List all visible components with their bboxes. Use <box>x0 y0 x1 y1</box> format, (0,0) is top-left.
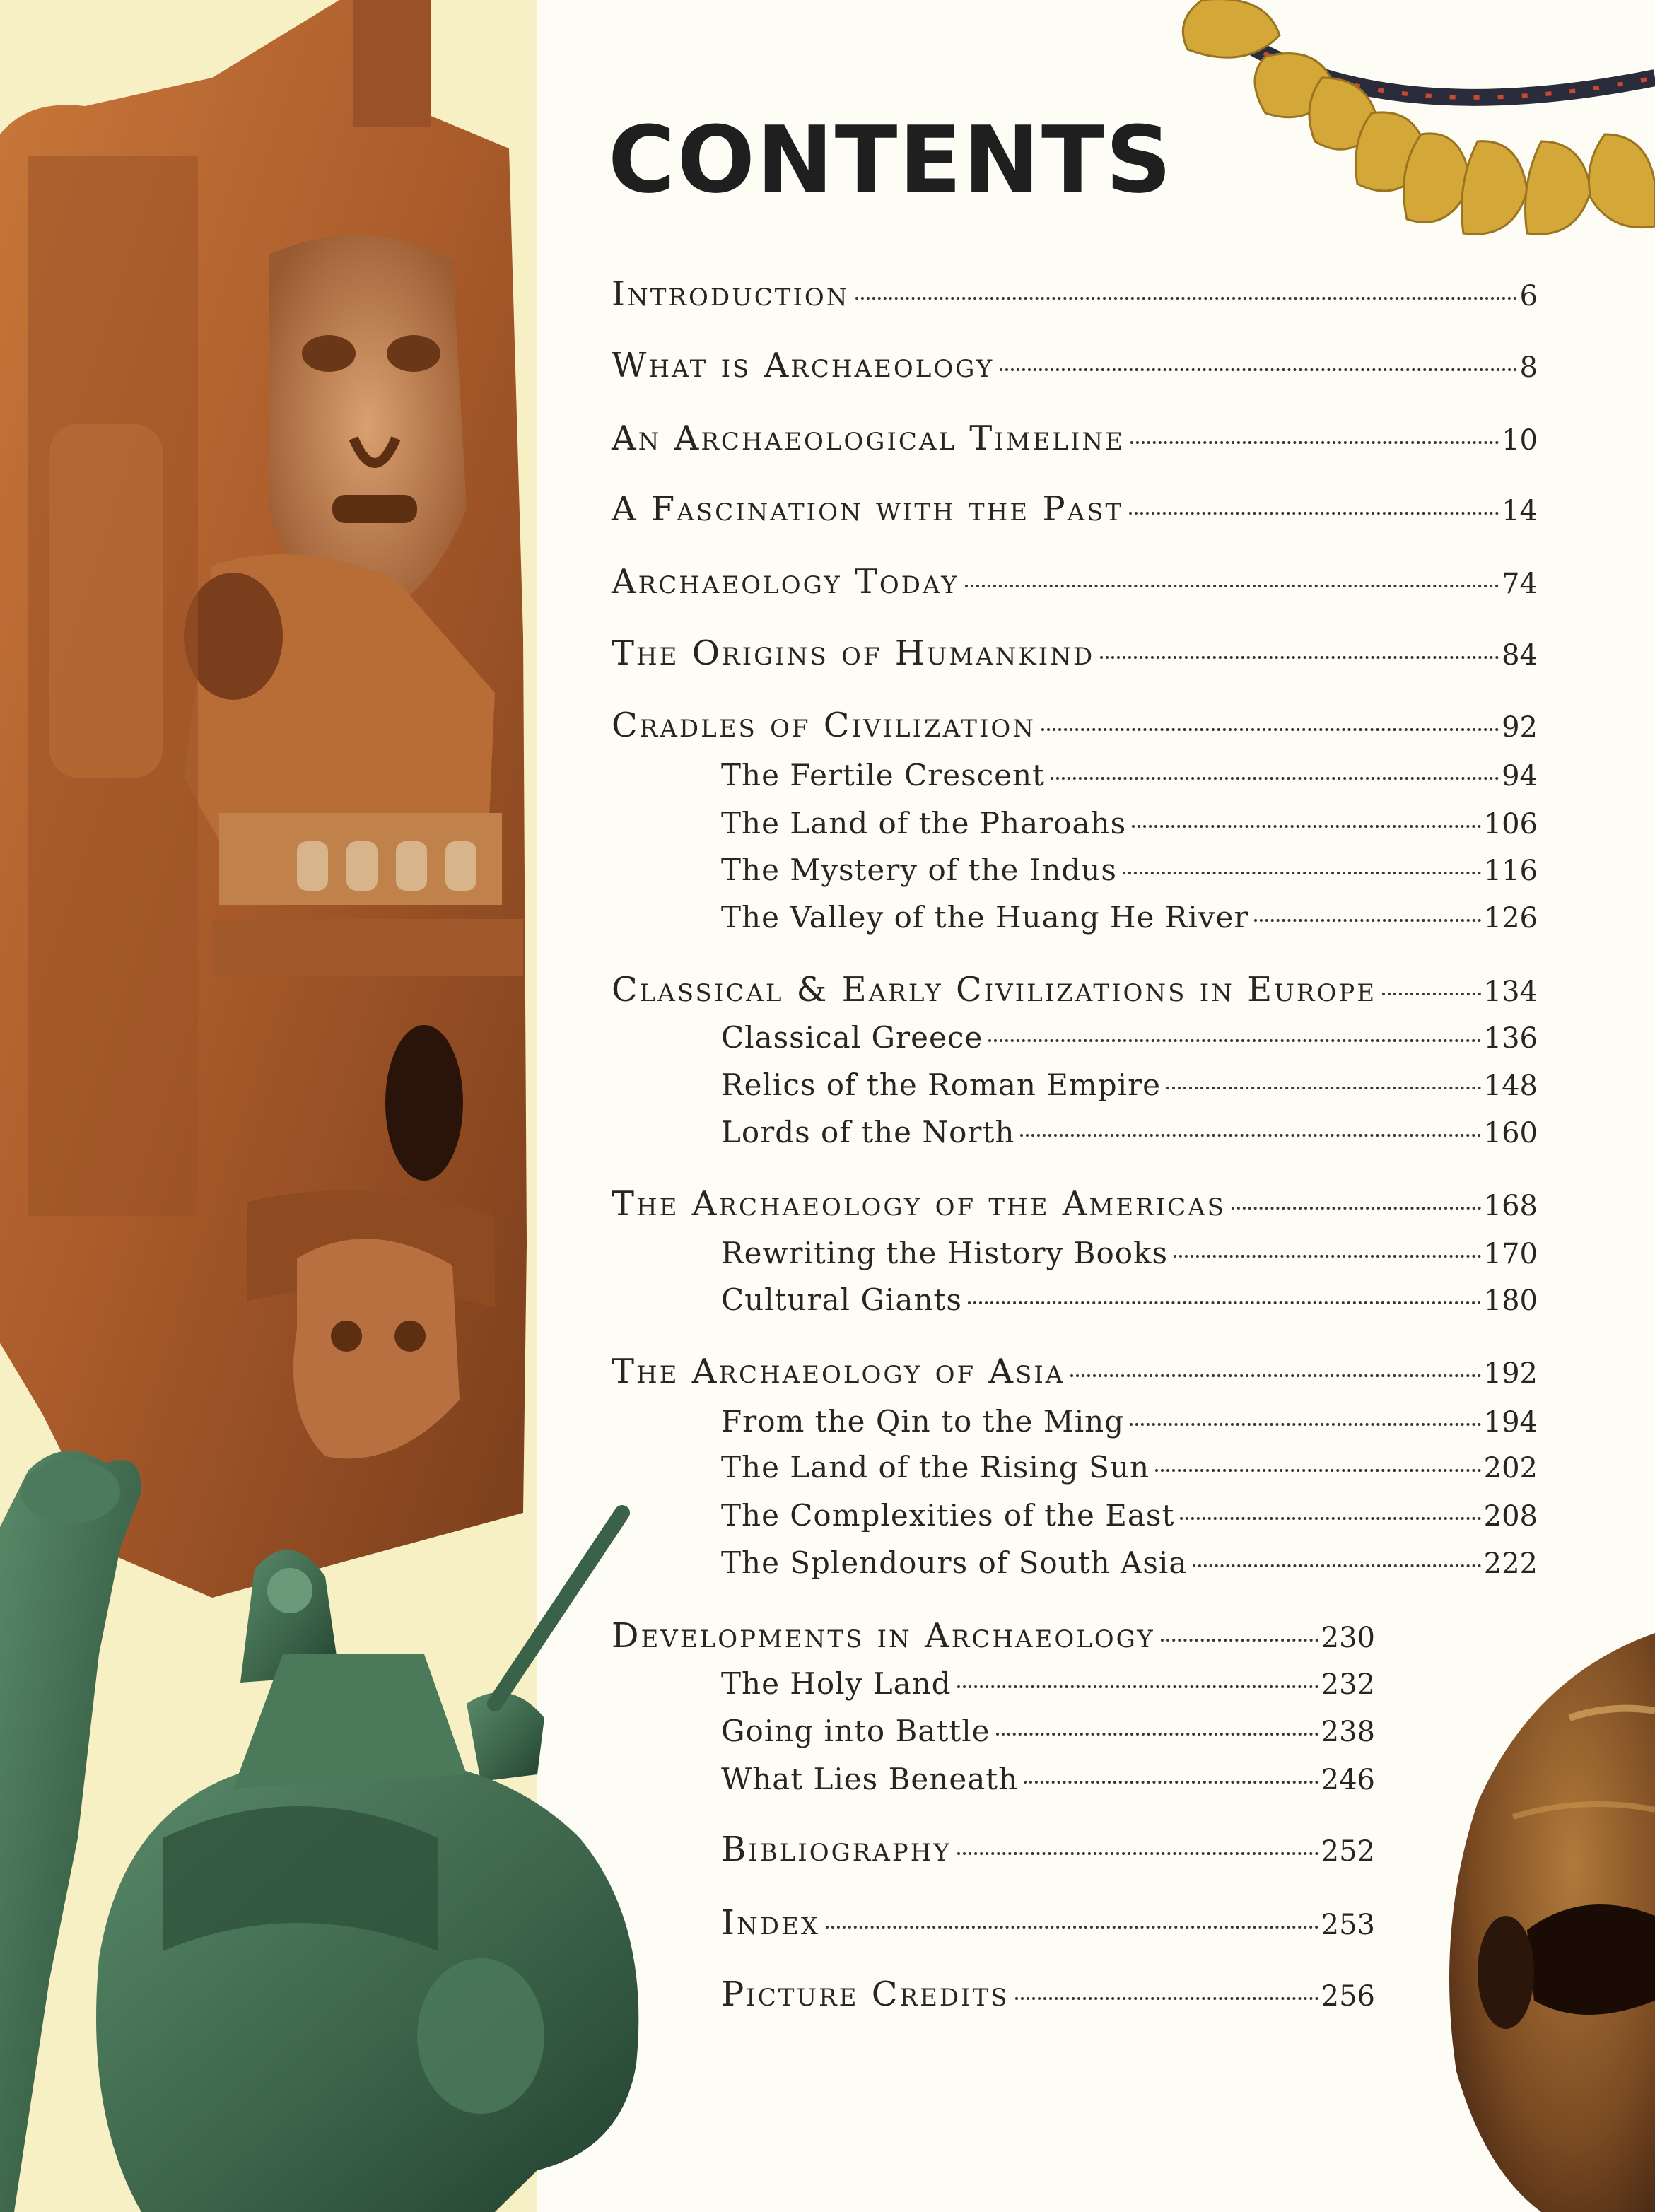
toc-entry-label: The Complexities of the East <box>721 1498 1175 1533</box>
toc-entry-label: A Fascination with the Past <box>612 489 1124 529</box>
dot-leader <box>1174 1255 1481 1258</box>
toc-entry-classical-and-early-civilizations-in-europe[interactable] <box>612 969 1538 1011</box>
dot-leader <box>1232 1207 1481 1210</box>
dot-leader <box>965 585 1499 587</box>
dot-leader <box>1041 728 1499 731</box>
dot-leader <box>968 1301 1481 1304</box>
dot-leader <box>1024 1781 1318 1784</box>
dot-leader <box>1254 919 1480 922</box>
toc-entry-what-is-archaeology[interactable] <box>612 344 1538 387</box>
bronze-elephant-figure-image <box>0 1442 679 2212</box>
dot-leader <box>1015 1997 1318 2000</box>
toc-entry-the-complexities-of-the-east[interactable] <box>721 1494 1538 1537</box>
dot-leader <box>1155 1469 1481 1472</box>
dot-leader <box>996 1733 1318 1736</box>
toc-entry-page-number: 116 <box>1483 855 1538 887</box>
toc-entry-label: Going into Battle <box>721 1714 990 1748</box>
toc-entry-page-number: 92 <box>1502 711 1538 744</box>
toc-entry-label: An Archaeological Timeline <box>612 419 1125 458</box>
toc-entry-page-number: 246 <box>1321 1764 1375 1796</box>
dot-leader <box>855 297 1517 300</box>
toc-entry-label: What Lies Beneath <box>721 1762 1019 1796</box>
toc-entry-label: From the Qin to the Ming <box>721 1404 1125 1439</box>
gold-leaf-necklace-image <box>1159 0 1655 283</box>
dot-leader <box>1180 1517 1480 1520</box>
toc-entry-page-number: 222 <box>1483 1547 1538 1580</box>
toc-entry-page-number: 126 <box>1483 902 1538 935</box>
toc-entry-page-number: 168 <box>1483 1190 1538 1222</box>
dot-leader <box>1129 512 1499 515</box>
toc-entry-label: The Archaeology of the Americas <box>612 1184 1226 1224</box>
dot-leader <box>1130 441 1499 444</box>
terracotta-relief-image <box>0 0 537 1598</box>
toc-entry-page-number: 253 <box>1321 1909 1375 1941</box>
toc-entry-label: The Origins of Humankind <box>612 633 1095 673</box>
toc-entry-page-number: 8 <box>1519 351 1538 384</box>
toc-entry-introduction[interactable] <box>612 273 1538 315</box>
toc-entry-page-number: 160 <box>1483 1117 1538 1149</box>
toc-entry-archaeology-today[interactable] <box>612 561 1538 603</box>
toc-entry-page-number: 180 <box>1483 1285 1538 1317</box>
toc-entry-label: Archaeology Today <box>612 562 959 602</box>
toc-entry-label: The Archaeology of Asia <box>612 1352 1065 1391</box>
toc-entry-the-land-of-the-rising-sun[interactable] <box>721 1446 1538 1489</box>
toc-entry-page-number: 148 <box>1483 1070 1538 1102</box>
dot-leader <box>1382 993 1481 995</box>
toc-entry-what-lies-beneath[interactable] <box>721 1758 1375 1801</box>
toc-entry-label: Index <box>721 1903 820 1943</box>
toc-entry-the-land-of-the-pharoahs[interactable] <box>721 802 1538 845</box>
toc-entry-the-splendours-of-south-asia[interactable] <box>721 1542 1538 1584</box>
toc-entry-page-number: 106 <box>1483 808 1538 841</box>
toc-entry-the-origins-of-humankind[interactable] <box>612 632 1538 674</box>
toc-entry-page-number: 14 <box>1502 495 1538 527</box>
dot-leader <box>1123 872 1481 874</box>
dot-leader <box>826 1926 1318 1929</box>
dot-leader <box>1100 656 1499 659</box>
toc-entry-page-number: 6 <box>1519 280 1538 312</box>
toc-entry-page-number: 94 <box>1502 760 1538 792</box>
toc-entry-label: Classical & Early Civilizations in Europe <box>612 970 1377 1010</box>
toc-entry-label: Relics of the Roman Empire <box>721 1067 1161 1102</box>
toc-entry-label: The Fertile Crescent <box>721 758 1045 792</box>
dot-leader <box>1132 825 1480 828</box>
toc-entry-the-archaeology-of-the-americas[interactable] <box>612 1183 1538 1225</box>
toc-entry-the-fertile-crescent[interactable] <box>721 754 1538 797</box>
toc-entry-cradles-of-civilization[interactable] <box>612 704 1538 747</box>
toc-entry-label: Lords of the North <box>721 1115 1015 1149</box>
toc-entry-page-number: 252 <box>1321 1835 1375 1868</box>
toc-entry-picture-credits[interactable] <box>721 1973 1375 2015</box>
toc-entry-page-number: 230 <box>1321 1622 1375 1654</box>
toc-entry-the-holy-land[interactable] <box>721 1663 1375 1705</box>
toc-entry-label: The Land of the Pharoahs <box>721 806 1127 841</box>
toc-entry-label: Classical Greece <box>721 1020 983 1055</box>
toc-entry-label: The Valley of the Huang He River <box>721 900 1249 935</box>
toc-entry-cultural-giants[interactable] <box>721 1279 1538 1321</box>
toc-entry-label: The Holy Land <box>721 1666 952 1701</box>
toc-entry-going-into-battle[interactable] <box>721 1710 1375 1752</box>
toc-entry-page-number: 74 <box>1502 568 1538 600</box>
toc-entry-the-mystery-of-the-indus[interactable] <box>721 849 1538 891</box>
dot-leader <box>1161 1639 1318 1642</box>
toc-entry-label: The Mystery of the Indus <box>721 853 1117 887</box>
toc-entry-label: Picture Credits <box>721 1974 1010 2014</box>
toc-entry-label: Cradles of Civilization <box>612 706 1036 745</box>
toc-entry-from-the-qin-to-the-ming[interactable] <box>721 1400 1538 1443</box>
toc-entry-page-number: 256 <box>1321 1980 1375 2013</box>
toc-entry-label: Introduction <box>612 274 850 314</box>
toc-entry-label: Developments in Archaeology <box>612 1616 1155 1656</box>
toc-entry-the-valley-of-the-huang-he-river[interactable] <box>721 896 1538 939</box>
toc-entry-page-number: 10 <box>1502 424 1538 457</box>
toc-entry-page-number: 194 <box>1483 1406 1538 1439</box>
toc-entry-page-number: 238 <box>1321 1716 1375 1748</box>
dot-leader <box>1070 1374 1480 1377</box>
toc-entry-label: Cultural Giants <box>721 1282 962 1317</box>
toc-entry-page-number: 134 <box>1483 976 1538 1008</box>
toc-entry-index[interactable] <box>721 1902 1375 1944</box>
dot-leader <box>1193 1564 1480 1567</box>
toc-entry-page-number: 208 <box>1483 1500 1538 1533</box>
dot-leader <box>1051 777 1499 780</box>
toc-entry-label: The Land of the Rising Sun <box>721 1450 1150 1485</box>
toc-entry-page-number: 232 <box>1321 1668 1375 1701</box>
toc-entry-bibliography[interactable] <box>721 1828 1375 1871</box>
dot-leader <box>988 1039 1480 1042</box>
dot-leader <box>1166 1087 1481 1089</box>
sutton-hoo-helmet-image <box>1428 1633 1655 2212</box>
toc-entry-label: What is Archaeology <box>612 346 995 385</box>
toc-entry-a-fascination-with-the-past[interactable] <box>612 488 1538 530</box>
toc-entry-page-number: 192 <box>1483 1357 1538 1390</box>
toc-entry-relics-of-the-roman-empire[interactable] <box>721 1064 1538 1106</box>
dot-leader <box>1020 1134 1480 1137</box>
toc-entry-developments-in-archaeology[interactable] <box>612 1615 1375 1657</box>
toc-entry-page-number: 202 <box>1483 1452 1538 1485</box>
toc-entry-label: Rewriting the History Books <box>721 1236 1169 1270</box>
page-title: CONTENTS <box>608 106 1174 213</box>
toc-entry-page-number: 136 <box>1483 1022 1538 1055</box>
toc-entry-lords-of-the-north[interactable] <box>721 1111 1538 1154</box>
toc-entry-rewriting-the-history-books[interactable] <box>721 1232 1538 1275</box>
toc-entry-page-number: 84 <box>1502 639 1538 672</box>
dot-leader <box>957 1685 1318 1688</box>
dot-leader <box>1000 368 1516 371</box>
toc-entry-the-archaeology-of-asia[interactable] <box>612 1350 1538 1393</box>
dot-leader <box>957 1852 1318 1855</box>
toc-entry-classical-greece[interactable] <box>721 1017 1538 1059</box>
toc-entry-page-number: 170 <box>1483 1238 1538 1270</box>
toc-entry-an-archaeological-timeline[interactable] <box>612 417 1538 460</box>
dot-leader <box>1130 1423 1481 1426</box>
toc-entry-label: The Splendours of South Asia <box>721 1545 1188 1580</box>
toc-entry-label: Bibliography <box>721 1830 952 1869</box>
